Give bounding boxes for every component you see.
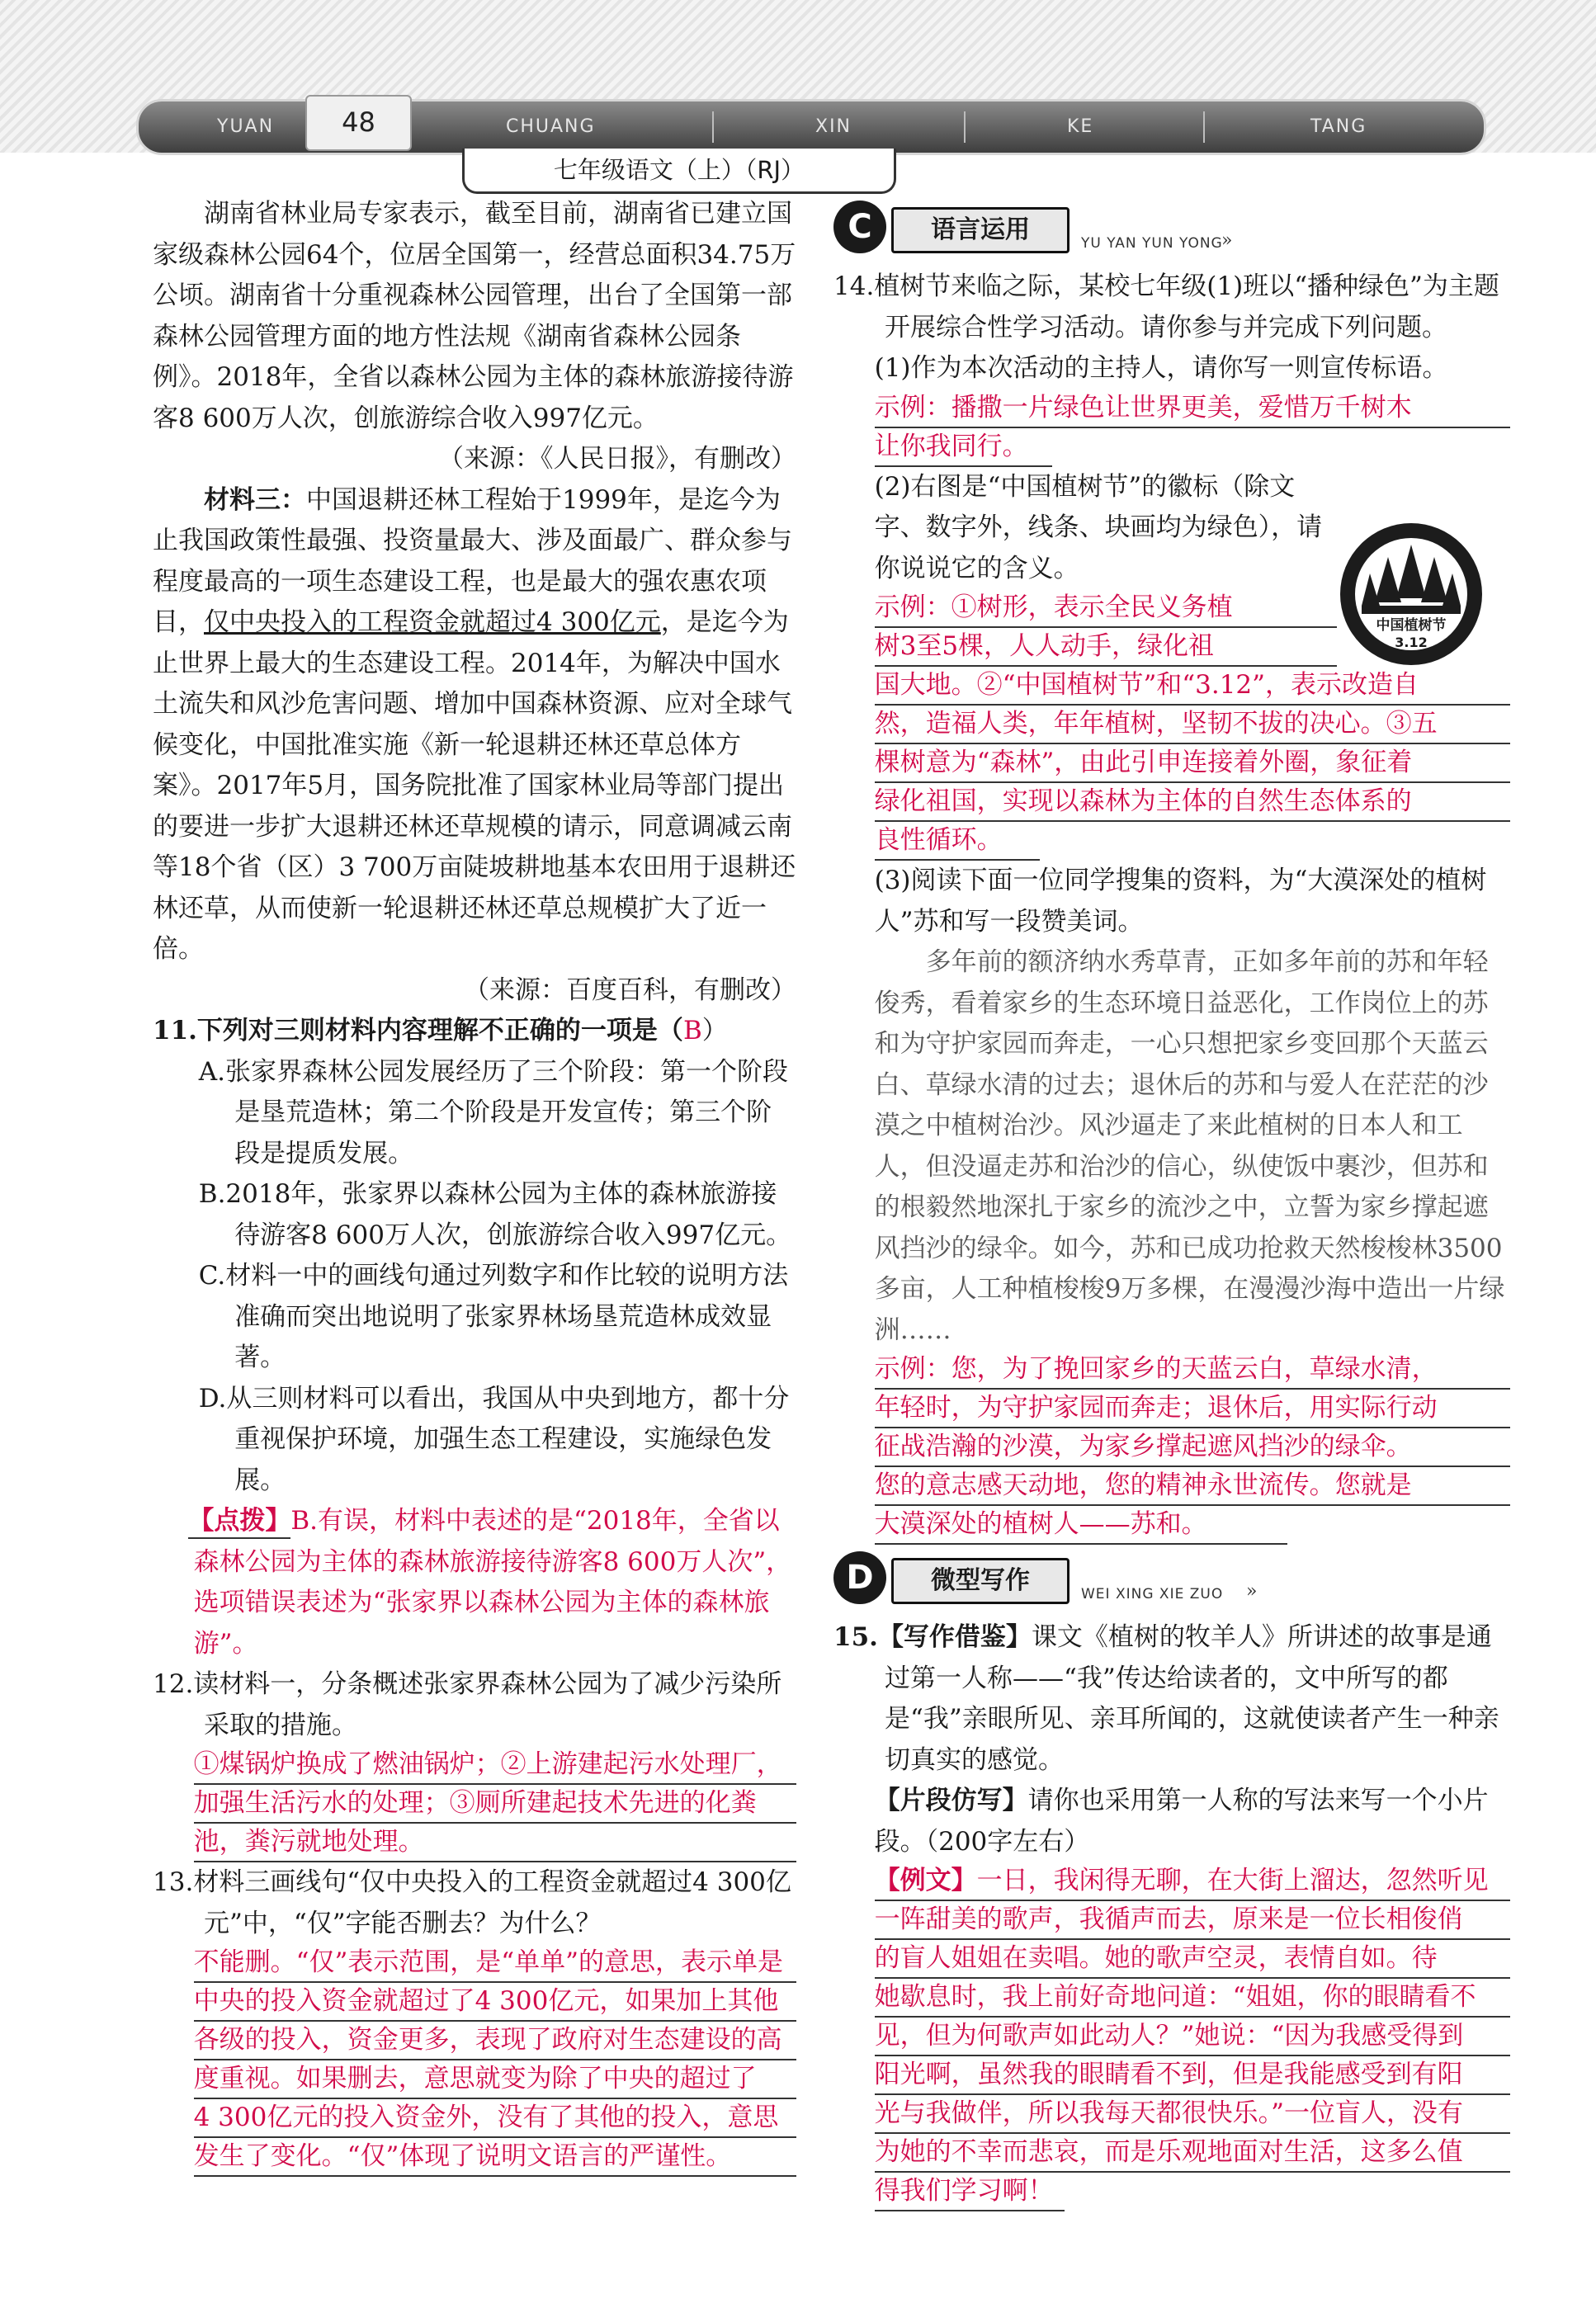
right-column [833, 194, 1510, 2211]
left-column [153, 194, 796, 2177]
section-c-header [833, 199, 1510, 260]
bar-separator [1203, 111, 1205, 143]
section-d-badge: D [833, 1551, 886, 1604]
question-11-option-d: D.从三则材料可以看出，我国从中央到地方，都十分重视保护环境，加强生态工程建设，实施绿色发展。 [198, 1383, 790, 1495]
question-15-intro: 15.【写作借鉴】课文《植树的牧羊人》所讲述的故事是通过第一人称——“我”传达给读者的，文中所写的都是“我”亲眼所见、亲耳所闻的，这就使读者产生一种亲切真实的感觉。 [833, 1622, 1499, 1775]
material3-title: 材料三： [204, 484, 306, 515]
question-11-option-a: A.张家界森林公园发展经历了三个阶段：第一个阶段是垦荒造林；第二个阶段是开发宣传；第三个阶段是提质发展。 [198, 1056, 789, 1168]
section-c-badge: C [833, 201, 886, 253]
material3-text-b: ，是迄今为止世界上最大的生态建设工程。2014年，为解决中国水土流失和风沙危害问题、增加中国森林资源、应对全球气候变化，中国批准实施《新一轮退耕还林还草总体方案》。2017年5月，国务院批准了国家林业局等部门提出的要进一步扩大退耕还林还草规模的请示，同意调减云南等18个省（区）3 700万亩陡坡耕地基本农田用于退耕还林还草，从而使新一轮退耕还林还草总规模扩大了近一倍。 [153, 607, 796, 964]
bar-separator [964, 111, 966, 143]
question-13-stem: 13.材料三画线句“仅中央投入的工程资金就超过4 300亿元”中，“仅”字能否删去？为什么？ [153, 1867, 791, 1938]
tree-planting-day-logo [1337, 520, 1485, 668]
bar-label-xin: XIN [815, 116, 852, 137]
page-number: 48 [305, 95, 412, 151]
bar-label-ke: KE [1067, 116, 1094, 137]
question-12-answer: ①煤锅炉换成了燃油锅炉；②上游建起污水处理厂， 加强生活污水的处理；③厕所建起技术先进的化粪 池，粪污就地处理。 [153, 1746, 796, 1862]
question-14-stem: 14.植树节来临之际，某校七年级(1)班以“播种绿色”为主题开展综合性学习活动。请你参与并完成下列问题。 [833, 271, 1499, 342]
section-d-title: 微型写作 [891, 1558, 1070, 1604]
question-11-stem: 11.下列对三则材料内容理解不正确的一项是（B） [153, 1016, 728, 1045]
question-14-sub1-answer: 示例：播撒一片绿色让世界更美，爱惜万千树木 让你我同行。 [833, 389, 1510, 467]
bar-label-chuang: CHUANG [506, 116, 596, 137]
question-14-sub1: (1)作为本次活动的主持人，请你写一则宣传标语。 [874, 353, 1448, 383]
double-chevron-icon: » [1246, 1581, 1258, 1602]
question-11-hint: 【点拨】B.有误，材料中表述的是“2018年，全省以森林公园为主体的森林旅游接待游客8 600万人次”，选项错误表述为“张家界以森林公园为主体的森林旅游”。 [188, 1506, 792, 1659]
question-14-sub2-answer: 示例：①树形，表示全民义务植 树3至5棵，人人动手，绿化祖 国大地。②“中国植树节”和“3.12”，表示改造自 然，造福人类，年年植树，坚韧不拔的决心。③五 棵树意为“森林”，由此引申连接着外圈，象征着 绿化祖国，实现以森林为主体的自然生态体系的 良性循环。 [833, 589, 1510, 861]
question-11-option-c: C.材料一中的画线句通过列数字和作比较的说明方法准确而突出地说明了张家界林场垦荒造林成效显著。 [198, 1261, 789, 1372]
question-15-task: 【片段仿写】请你也采用第一人称的写法来写一个小片段。（200字左右） [874, 1786, 1489, 1857]
bar-label-tang: TANG [1310, 116, 1367, 137]
question-12-stem: 12.读材料一，分条概述张家界森林公园为了减少污染所采取的措施。 [153, 1669, 782, 1740]
question-11-answer: B [682, 1016, 702, 1045]
question-14-sub3-material: 多年前的额济纳水秀草青，正如多年前的苏和年轻俊秀，看着家乡的生态环境日益恶化，工作岗位上的苏和为守护家园而奔走，一心只想把家乡变回那个天蓝云白、草绿水清的过去；退休后的苏和与爱人在茫茫的沙漠之中植树治沙。风沙逼走了来此植树的日本人和工人，但没逼走苏和治沙的信心，纵使饭中裹沙，但苏和的根毅然地深扎于家乡的流沙之中，立誓为家乡撑起遮风挡沙的绿伞。如今，苏和已成功抢救天然梭梭林3500多亩，人工种植梭梭9万多棵，在漫漫沙海中造出一片绿洲…… [874, 947, 1505, 1345]
section-c-title: 语言运用 [891, 207, 1070, 253]
bar-label-yuan: YUAN [217, 116, 275, 137]
section-d-pinyin: WEI XING XIE ZUO [1081, 1586, 1224, 1602]
material3-underlined-sentence: 仅中央投入的工程资金就超过4 300亿元 [204, 607, 661, 637]
question-15-answer: 【例文】一日，我闲得无聊，在大街上溜达，忽然听见 一阵甜美的歌声，我循声而去，原来是一位长相俊俏 的盲人姐姐在卖唱。她的歌声空灵，表情自如。待 她歇息时，我上前好奇地问道：“姐姐，你的眼睛看不 见，但为何歌声如此动人？”她说：“因为我感受得到 阳光啊，虽然我的眼睛看不到，但是我能感受到有阳 光与我做伴，所以我每天都很快乐。”一位盲人，没有 为她的不幸而悲哀，而是乐观地面对生活，这多么值 得我们学习啊！ [833, 1862, 1510, 2211]
section-c-pinyin: YU YAN YUN YONG [1081, 235, 1223, 252]
material3-paragraph [153, 480, 796, 970]
material2-paragraph: 湖南省林业局专家表示，截至目前，湖南省已建立国家级森林公园64个，位居全国第一，经营总面积34.75万公顷。湖南省十分重视森林公园管理，出台了全国第一部森林公园管理方面的地方性法规《湖南省森林公园条例》。2018年，全省以森林公园为主体的森林旅游接待游客8 600万人次，创旅游综合收入997亿元。 [153, 199, 796, 433]
material3-text-a: 中国退耕还林工程始于1999年，是迄今为止我国政策性最强、投资量最大、涉及面最广、群众参与程度最高的一项生态建设工程，也是最大的强农惠农项目， [153, 484, 792, 637]
example-essay-line: 【例文】一日，我闲得无聊，在大街上溜达，忽然听见 [875, 1862, 1510, 1901]
question-13-answer: 不能删。“仅”表示范围，是“单单”的意思，表示单是 中央的投入资金就超过了4 300亿元，如果加上其他 各级的投入，资金更多，表现了政府对生态建设的高 度重视。如果删去，意思就变为除了中央的超过了 4 300亿元的投入资金外，没有了其他的投入，意思 发生了变化。“仅”体现了说明文语言的严谨性。 [153, 1944, 796, 2177]
book-subtitle: 七年级语文（上）（RJ） [462, 149, 896, 194]
source-note: （来源：百度百科，有删改） [464, 975, 796, 1005]
question-11-option-b: B.2018年，张家界以森林公园为主体的森林旅游接待游客8 600万人次，创旅游综合收入997亿元。 [198, 1179, 792, 1250]
source-note: （来源：《人民日报》，有删改） [438, 444, 796, 474]
double-chevron-icon: » [1221, 230, 1233, 251]
bar-separator [712, 111, 714, 143]
question-14-sub3-answer: 示例：您，为了挽回家乡的天蓝云白，草绿水清， 年轻时，为守护家园而奔走；退休后，用实际行动 征战浩瀚的沙漠，为家乡撑起遮风挡沙的绿伞。 您的意志感天动地，您的精神永世流传。您就是 大漠深处的植树人——苏和。 [833, 1351, 1510, 1545]
section-d-header [833, 1550, 1510, 1611]
question-14-sub2: (2)右图是“中国植树节”的徽标（除文字、数字外，线条、块画均为绿色），请你说说它的含义。 [874, 471, 1323, 583]
logo-date: 3.12 [1395, 635, 1428, 650]
logo-title: 中国植树节 [1376, 617, 1447, 634]
question-14-sub3: (3)阅读下面一位同学搜集的资料，为“大漠深处的植树人”苏和写一段赞美词。 [874, 866, 1487, 937]
